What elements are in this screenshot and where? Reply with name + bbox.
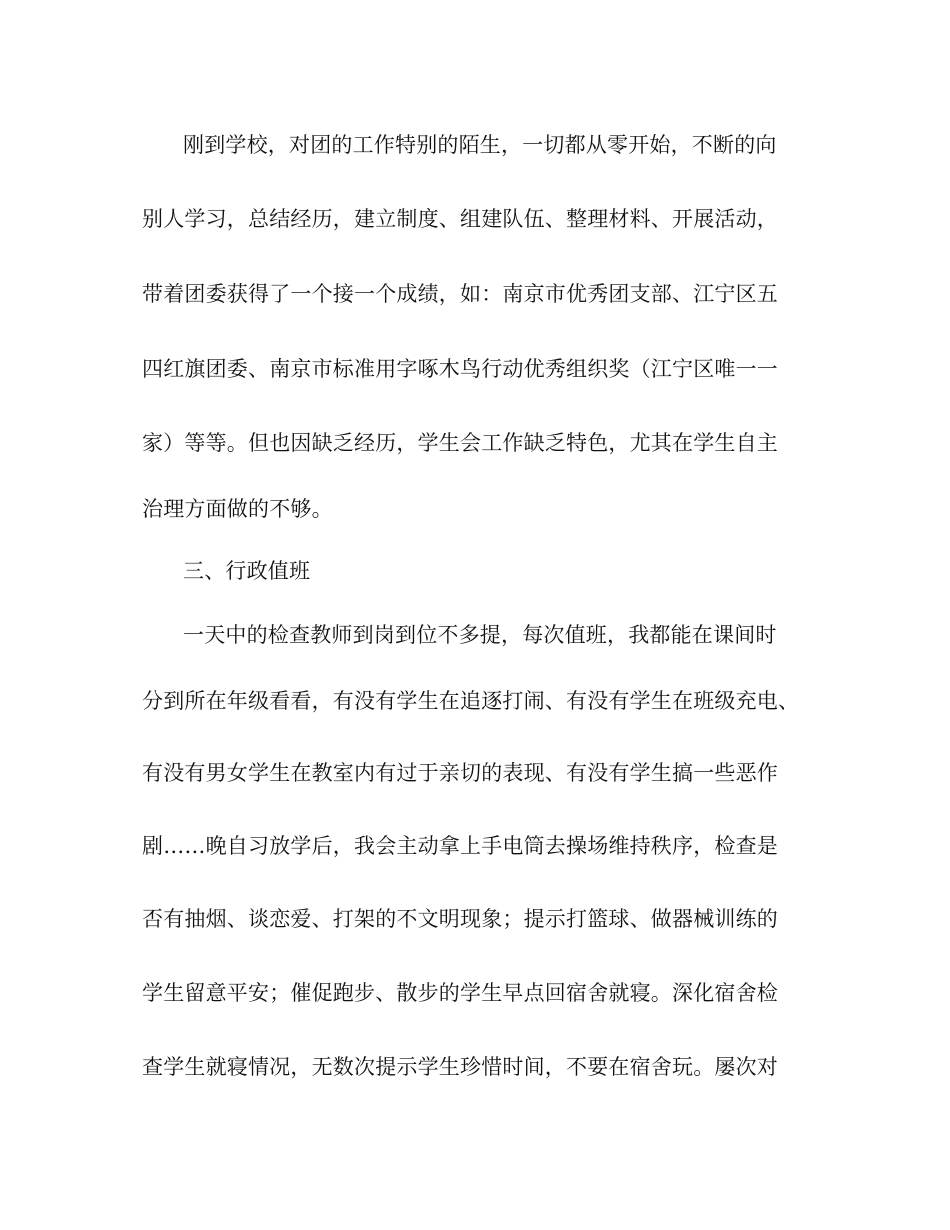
- paragraph-line: 学生留意平安；催促跑步、散步的学生早点回宿舍就寝。深化宿舍检: [142, 981, 778, 1005]
- section-heading: 三、行政值班: [183, 559, 311, 583]
- paragraph-line: 一天中的检查教师到岗到位不多提，每次值班，我都能在课间时: [183, 623, 777, 647]
- paragraph-line: 刚到学校，对团的工作特别的陌生，一切都从零开始，不断的向: [183, 133, 777, 157]
- paragraph-line: 否有抽烟、谈恋爱、打架的不文明现象；提示打篮球、做器械训练的: [142, 907, 778, 931]
- paragraph-line: 分到所在年级看看，有没有学生在追逐打闹、有没有学生在班级充电、: [142, 689, 800, 713]
- paragraph-line: 治理方面做的不够。: [142, 497, 333, 521]
- paragraph-line: 查学生就寝情况，无数次提示学生珍惜时间，不要在宿舍玩。屡次对: [142, 1055, 778, 1079]
- paragraph-line: 带着团委获得了一个接一个成绩，如：南京市优秀团支部、江宁区五: [142, 282, 778, 306]
- paragraph-line: 剧……晚自习放学后，我会主动拿上手电筒去操场维持秩序，检查是: [142, 834, 778, 858]
- paragraph-line: 别人学习，总结经历，建立制度、组建队伍、整理材料、开展活动，: [142, 207, 778, 231]
- paragraph-line: 有没有男女学生在教室内有过于亲切的表现、有没有学生搞一些恶作: [142, 761, 778, 785]
- paragraph-line: 家）等等。但也因缺乏经历，学生会工作缺乏特色，尤其在学生自主: [142, 431, 778, 455]
- paragraph-line: 四红旗团委、南京市标准用字啄木鸟行动优秀组织奖（江宁区唯一一: [142, 357, 778, 381]
